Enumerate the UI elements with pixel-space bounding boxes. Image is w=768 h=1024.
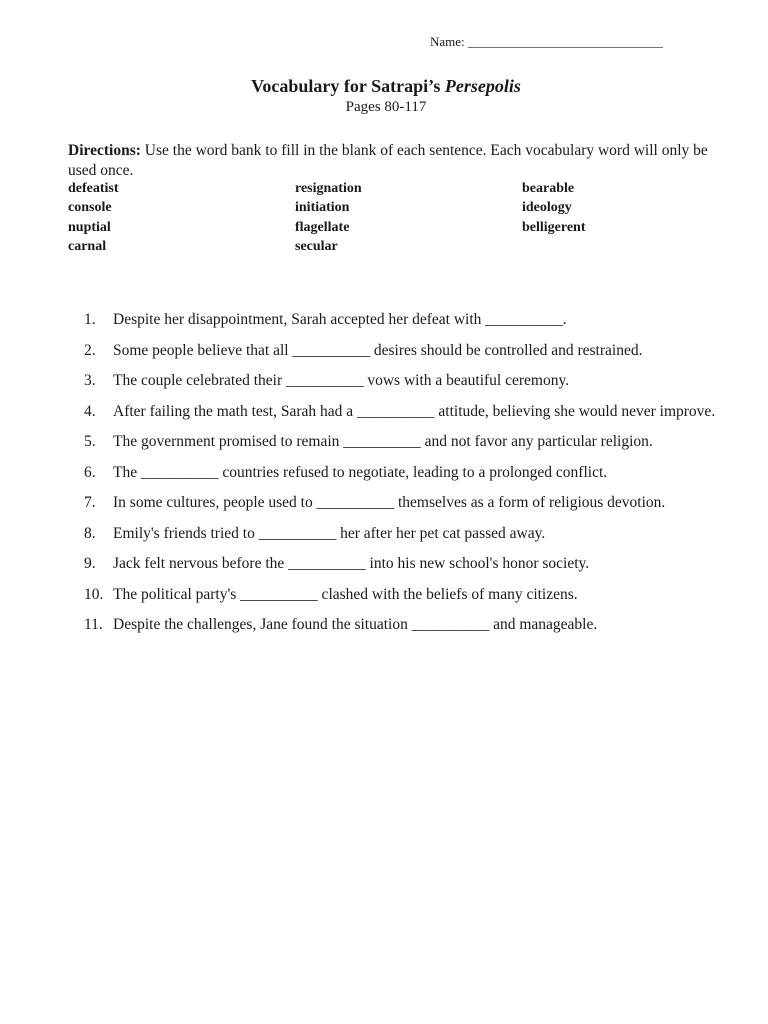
question-text: Jack felt nervous before the __________ into his new school's honor society. xyxy=(113,555,590,572)
title-book-name: Persepolis xyxy=(444,76,521,96)
word-bank-item: belligerent xyxy=(522,219,586,235)
question-number: 3. xyxy=(84,372,96,389)
question-item xyxy=(84,488,724,519)
question-text: The government promised to remain __________ and not favor any particular religion. xyxy=(113,433,653,450)
word-bank-item: initiation xyxy=(295,200,350,216)
question-item xyxy=(84,580,724,611)
question-item xyxy=(84,366,724,397)
word-bank-item: defeatist xyxy=(68,181,119,196)
question-text: Despite the challenges, Jane found the situation __________ and manageable. xyxy=(113,616,598,633)
question-text: The couple celebrated their __________ vows with a beautiful ceremony. xyxy=(113,372,570,389)
worksheet-title xyxy=(0,76,768,97)
question-number: 4. xyxy=(84,402,96,420)
question-number: 7. xyxy=(84,494,96,511)
question-item xyxy=(84,305,724,336)
question-text: Despite her disappointment, Sarah accepted her defeat with __________. xyxy=(113,311,567,328)
question-item xyxy=(84,458,724,489)
question-number: 10. xyxy=(84,585,104,603)
question-text: After failing the math test, Sarah had a __________ attitude, believing she would never improve. xyxy=(113,402,716,420)
question-item xyxy=(84,336,724,367)
question-list xyxy=(84,305,724,641)
title-text: Vocabulary for Satrapi’s xyxy=(251,76,445,96)
word-bank-item: bearable xyxy=(522,181,575,196)
word-bank-item: secular xyxy=(295,238,338,254)
name-field[interactable]: Name: ______________________________ xyxy=(430,34,663,49)
question-number: 9. xyxy=(84,555,96,572)
question-number: 5. xyxy=(84,433,96,450)
question-number: 8. xyxy=(84,524,96,542)
word-bank-item: nuptial xyxy=(68,219,111,235)
directions xyxy=(68,141,708,181)
question-number: 11. xyxy=(84,616,103,633)
question-number: 1. xyxy=(84,311,96,328)
word-bank-item: carnal xyxy=(68,238,107,254)
question-text: The __________ countries refused to negotiate, leading to a prolonged conflict. xyxy=(113,463,608,481)
word-bank-item: resignation xyxy=(295,181,362,196)
word-bank xyxy=(68,181,688,258)
question-item xyxy=(84,549,724,580)
question-text: Emily's friends tried to __________ her after her pet cat passed away. xyxy=(113,524,546,542)
question-item xyxy=(84,397,724,428)
question-item xyxy=(84,427,724,458)
question-text: In some cultures, people used to __________ themselves as a form of religious devotion. xyxy=(113,494,666,511)
directions-text: Use the word bank to fill in the blank of each sentence. Each vocabulary word will only be used once. xyxy=(68,142,708,179)
question-text: The political party's __________ clashed with the beliefs of many citizens. xyxy=(113,585,578,603)
question-number: 2. xyxy=(84,341,96,359)
word-bank-item: console xyxy=(68,200,112,216)
question-text: Some people believe that all __________ desires should be controlled and restrained. xyxy=(113,341,643,359)
question-item xyxy=(84,610,724,641)
word-bank-item: flagellate xyxy=(295,219,350,235)
page-range: Pages 80-117 xyxy=(345,99,427,115)
word-bank-item: ideology xyxy=(522,200,572,216)
directions-label: Directions: xyxy=(68,142,141,159)
question-number: 6. xyxy=(84,463,96,481)
question-item xyxy=(84,519,724,550)
